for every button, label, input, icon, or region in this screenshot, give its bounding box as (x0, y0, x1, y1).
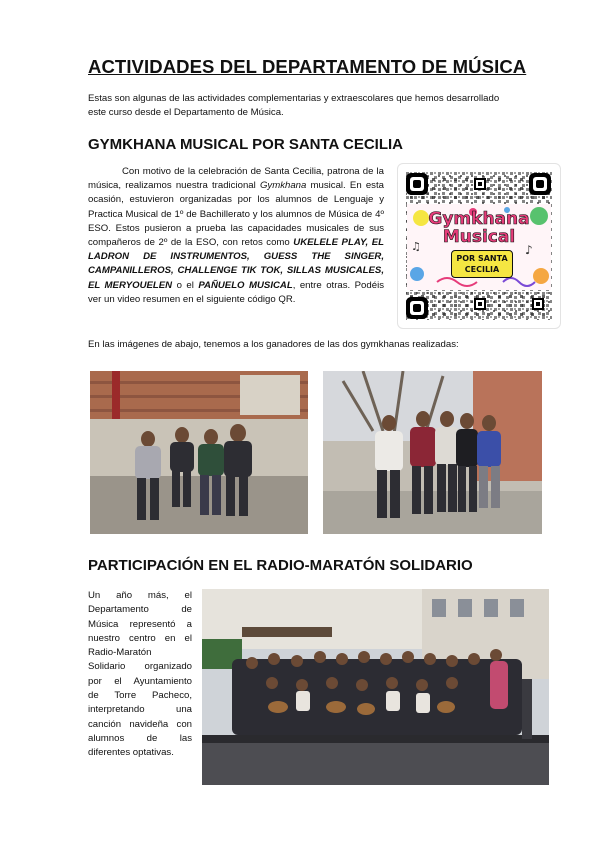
radio-maraton-line: de Torre Pacheco, (88, 690, 192, 702)
radio-maraton-line: por el Ayuntamiento (88, 675, 192, 687)
radio-maraton-line: diferentes optativas. (88, 747, 174, 759)
radio-maraton-text (88, 589, 192, 761)
radio-maraton-line: Solidario organizado (88, 661, 192, 673)
qr-logo-line-4: CECILIA (464, 265, 500, 274)
paragraph-text: Con motivo de la celebración de Santa Cecilia, patrona de la música, realizamos nuestra tradicional (88, 166, 384, 192)
paragraph-text: , entre otras. Podéis ver un video resumen en el siguiente código QR. (88, 279, 384, 305)
photo-illustration (323, 371, 542, 534)
winners-photo-1 (90, 371, 308, 534)
challenge-list: UKELELE PLAY, EL LADRON DE INSTRUMENTOS, GUESS THE SINGER, CAMPANILLEROS, CHALLENGE TIK TOK, SILLAS MUSICALES, EL MERYOUELEN (88, 237, 384, 291)
qr-alignment-mark (474, 298, 486, 310)
svg-text:♪: ♪ (525, 243, 533, 257)
qr-logo-title (421, 210, 537, 246)
photo-illustration (202, 589, 549, 785)
qr-finder-bottom-left (406, 297, 428, 319)
paragraph-italic-gymkhana: Gymkhana (259, 180, 307, 192)
winners-caption: En las imágenes de abajo, tenemos a los ganadores de las dos gymkhanas realizadas: (88, 339, 459, 350)
qr-logo-line-3: POR SANTA (456, 254, 508, 263)
radio-maraton-line: Departamento de (88, 604, 192, 616)
radio-maraton-line: Radio-Maratón (88, 647, 152, 659)
gymkhana-paragraph (88, 165, 384, 307)
qr-logo-line-2: Musical (442, 227, 516, 247)
intro-line-1: Estas son algunas de las actividades complementarias y extraescolares que hemos desarrollado (88, 93, 500, 104)
paragraph-text: o el (172, 279, 199, 291)
radio-maraton-line: alumnos de las (88, 732, 192, 744)
page-title: ACTIVIDADES DEL DEPARTAMENTO DE MÚSICA (88, 56, 527, 77)
section-heading-gymkhana: GYMKHANA MUSICAL POR SANTA CECILIA (88, 136, 403, 153)
radio-maraton-line: nuestro centro en el (88, 632, 192, 644)
svg-text:♫: ♫ (411, 240, 421, 253)
qr-code[interactable] (397, 163, 561, 329)
winners-photo-2 (323, 371, 542, 534)
intro-text (88, 92, 548, 120)
radio-maraton-photo (202, 589, 549, 785)
section-heading-radio-maraton: PARTICIPACIÓN EN EL RADIO-MARATÓN SOLIDARIO (88, 557, 473, 574)
paragraph-text: musical. En esta ocasión, estuvieron organizadas por los alumnos de Lenguaje y Practica Musical de 1º de Bachillerato y los alumnos de Música de 4º ESO. Estos pusieron a prueba las capacidades musicales de sus compañeros de 2º de la ESO, con retos como (88, 180, 384, 249)
qr-center-logo (407, 204, 551, 290)
qr-logo-subtitle (451, 250, 513, 278)
intro-line-2: este curso desde el Departamento de Música. (88, 107, 284, 119)
qr-logo-line-1: Gymkhana (428, 209, 530, 229)
qr-finder-top-right (529, 173, 551, 195)
qr-finder-top-left (406, 173, 428, 195)
qr-alignment-mark (474, 178, 486, 190)
radio-maraton-line: Música representó a (88, 618, 192, 630)
radio-maraton-line: canción navideña con (88, 718, 192, 730)
radio-maraton-line: Un año más, el (88, 590, 192, 601)
qr-alignment-mark (532, 298, 544, 310)
challenge-panuelo: PAÑUELO MUSICAL (198, 279, 293, 291)
radio-maraton-line: interpretando una (88, 704, 192, 716)
photo-illustration (90, 371, 308, 534)
